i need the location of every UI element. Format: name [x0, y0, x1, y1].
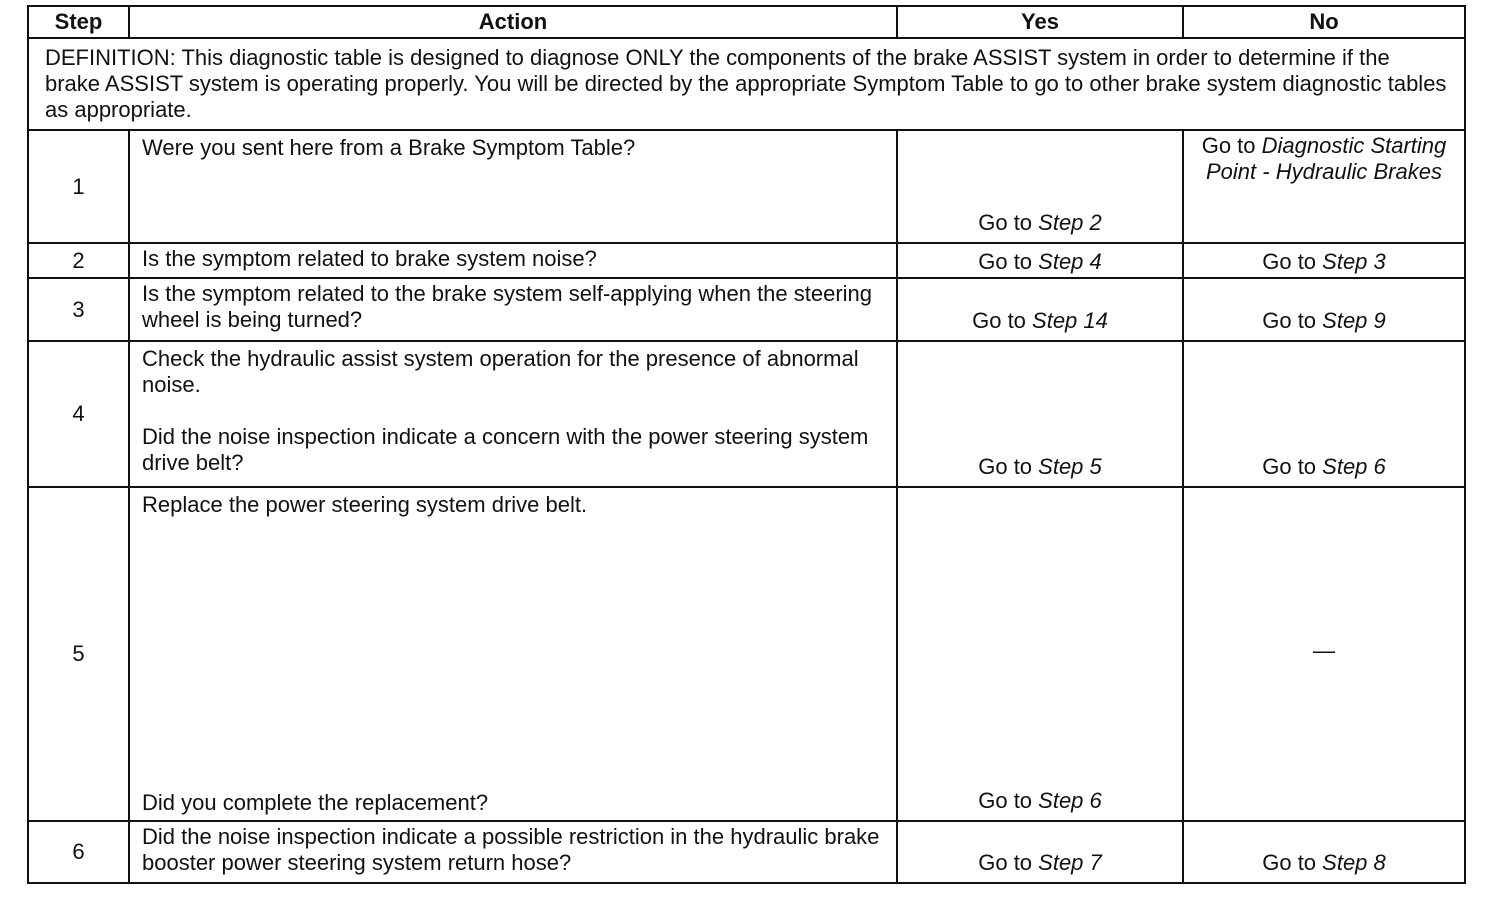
no-cell: [1183, 341, 1465, 487]
yes-cell: [897, 278, 1183, 341]
header-no: No: [1183, 6, 1465, 38]
no-prefix: Go to: [1262, 249, 1323, 274]
no-cell: [1183, 243, 1465, 278]
yes-target: Step 2: [1038, 210, 1102, 235]
diagnostic-table: [27, 5, 1466, 884]
action-text: Did the noise inspection indicate a possible restriction in the hydraulic brake booster power steering system return hose?: [129, 821, 897, 883]
step-number: 6: [28, 821, 129, 883]
action-text: Is the symptom related to brake system noise?: [129, 243, 897, 278]
table-row: [28, 130, 1465, 243]
yes-prefix: Go to: [978, 249, 1039, 274]
no-target: Step 3: [1322, 249, 1386, 274]
header-row: [28, 6, 1465, 38]
table-row: [28, 278, 1465, 341]
step-number: 2: [28, 243, 129, 278]
action-cell: [129, 487, 897, 821]
yes-cell: [897, 243, 1183, 278]
action-question: Did the noise inspection indicate a concern with the power steering system drive belt?: [142, 424, 869, 475]
yes-target: Step 5: [1038, 454, 1102, 479]
yes-prefix: Go to: [978, 850, 1039, 875]
yes-prefix: Go to: [978, 454, 1039, 479]
no-target: Diagnostic Starting Point - Hydraulic Brakes: [1206, 133, 1447, 184]
action-text: Replace the power steering system drive belt.: [142, 492, 588, 517]
header-step: Step: [28, 6, 129, 38]
no-cell: [1183, 278, 1465, 341]
no-prefix: Go to: [1262, 308, 1323, 333]
no-prefix: Go to: [1262, 850, 1323, 875]
yes-target: Step 7: [1038, 850, 1102, 875]
definition-row: [28, 38, 1465, 130]
yes-target: Step 6: [1038, 788, 1102, 813]
no-prefix: Go to: [1201, 133, 1262, 158]
step-number: 3: [28, 278, 129, 341]
action-text: Is the symptom related to the brake system self-applying when the steering wheel is being turned?: [129, 278, 897, 341]
no-target: Step 6: [1322, 454, 1386, 479]
no-prefix: Go to: [1262, 454, 1323, 479]
yes-prefix: Go to: [972, 308, 1033, 333]
yes-cell: [897, 821, 1183, 883]
no-cell: [1183, 821, 1465, 883]
step-number: 4: [28, 341, 129, 487]
action-cell: [129, 341, 897, 487]
yes-prefix: Go to: [978, 788, 1039, 813]
table-row: [28, 243, 1465, 278]
header-action: Action: [129, 6, 897, 38]
yes-cell: [897, 130, 1183, 243]
step-number: 5: [28, 487, 129, 821]
yes-target: Step 4: [1038, 249, 1102, 274]
no-target: Step 8: [1322, 850, 1386, 875]
definition-text: DEFINITION: This diagnostic table is designed to diagnose ONLY the components of the brake ASSIST system in order to determine if the brake ASSIST system is operating properly. You will be directed by the appropriate Symptom Table to go to other brake system diagnostic tables as appropriate.: [28, 38, 1465, 130]
yes-cell: [897, 487, 1183, 821]
action-text: Were you sent here from a Brake Symptom Table?: [129, 130, 897, 243]
table-row: [28, 821, 1465, 883]
yes-cell: [897, 341, 1183, 487]
yes-target: Step 14: [1032, 308, 1108, 333]
action-text: Check the hydraulic assist system operation for the presence of abnormal noise.: [142, 346, 859, 397]
table-row: [28, 487, 1465, 821]
no-cell: [1183, 130, 1465, 243]
table-row: [28, 341, 1465, 487]
no-cell: [1183, 487, 1465, 821]
no-dash: —: [1313, 638, 1335, 663]
action-question: Did you complete the replacement?: [142, 790, 489, 815]
no-target: Step 9: [1322, 308, 1386, 333]
header-yes: Yes: [897, 6, 1183, 38]
yes-prefix: Go to: [978, 210, 1039, 235]
step-number: 1: [28, 130, 129, 243]
